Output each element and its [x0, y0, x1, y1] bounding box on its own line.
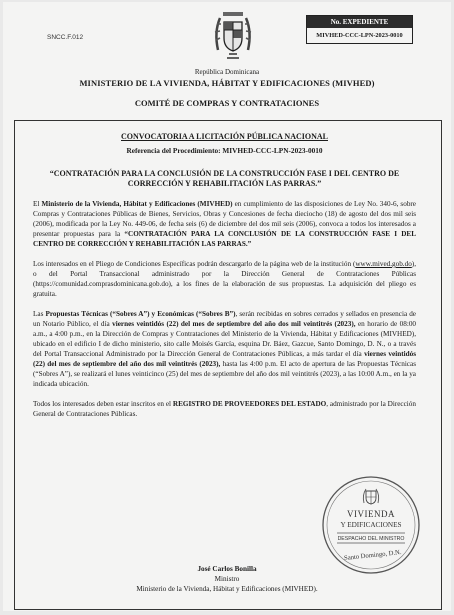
expediente-number: MIVHED-CCC-LPN-2023-0010	[316, 32, 403, 39]
committee-title: COMITÉ DE COMPRAS Y CONTRATACIONES	[134, 98, 320, 108]
signer-organization: Ministerio de la Vivienda, Hábitat y Edificaciones (MIVHED).	[136, 585, 318, 593]
expediente-box	[306, 15, 413, 44]
expediente-label: No. EXPEDIENTE	[307, 16, 412, 28]
signer-title: Ministro	[214, 575, 240, 583]
republic-label: República Dominicana	[194, 68, 260, 76]
stamp-line-1: VIVIENDA	[347, 509, 395, 519]
procedure-reference: Referencia del Procedimiento: MIVHED-CCC-LPN-2023-0010	[126, 146, 323, 155]
signer-name: José Carlos Bonilla	[197, 565, 257, 573]
website-link[interactable]: www.mived.gob.do	[355, 260, 412, 268]
procurement-object: “CONTRATACIÓN PARA LA CONCLUSIÓN DE LA CONSTRUCCIÓN FASE I DEL CENTRO DE CORRECCIÓN Y REHABILITACIÓN LAS PARRAS.”	[49, 169, 400, 188]
stamp-line-2: Y EDIFICACIONES	[340, 521, 402, 529]
announcement-body	[33, 132, 416, 419]
stamp-line-3: DESPACHO DEL MINISTRO	[337, 536, 405, 542]
paragraph-proposals: Las Propuestas Técnicas (“Sobres A”) y Económicas (“Sobres B”), serán recibidas en sobres cerrados y sellados en presencia de un Notario Público, el día viernes veintidós (22) del mes de septiembre del año dos mil veintitrés (2023), en horario de 08:00 a.m., a 4:00 p.m., en la Dirección de Compras y Contrataciones del Ministerio de la Vivienda, Hábitat y Edificaciones (MIVHED), ubicado en el edificio I de dicho ministerio, sito calle Moisés García, esquina Dr. Báez, Gazcue, Santo Domingo, D. N., o a través del Portal Transaccional Administrado por la Dirección General de Contrataciones Públicas, a más tardar el día viernes veintidós (22) del mes de septiembre del año dos mil veintitrés (2023), hasta las 4:00 p.m. El acto de apertura de las Propuestas Técnicas (“Sobres A”), se realizará el lunes veinticinco (25) del mes de septiembre del año dos mil veintitrés (2023), a las 10:00 A.m., en la ya indicada ubicación.	[33, 310, 417, 388]
official-stamp	[319, 473, 423, 577]
coat-of-arms-icon	[210, 10, 256, 64]
paragraph-download: Los interesados en el Pliego de Condiciones Específicas podrán descargarlo de la página web de la institución (www.mived.gob.do), o del Portal Transaccional administrado por la Dirección General de Contrataciones Públicas (https://comunidad.comprasdominicana.gob.do), a los fines de la elaboración de sus propuestas. La adquisición del pliego es gratuita.	[33, 260, 416, 298]
ministry-title: MINISTERIO DE LA VIVIENDA, HÁBITAT Y EDIFICACIONES (MIVHED)	[79, 78, 375, 88]
convocatoria-title: CONVOCATORIA A LICITACIÓN PÚBLICA NACIONAL	[121, 132, 328, 141]
stamp-line-4: Santo Domingo, D.N.	[343, 549, 402, 563]
document-page	[3, 2, 451, 611]
form-code: SNCC.F.012	[47, 34, 84, 41]
paragraph-invitation: El Ministerio de la Vivienda, Hábitat y Edificaciones (MIVHED) en cumplimiento de las disposiciones de Ley No. 340-6, sobre Compras y Contrataciones Públicas de Bienes, Servicios, Obras y Concesiones de fecha dieciocho (18) de agosto del dos mil seis (2006), modificada por la Ley No. 449-06, de fecha seis (6) de diciembre del dos mil seis (2006), convoca a todos los interesados a presentar propuestas para la “CONTRATACIÓN PARA LA CONCLUSIÓN DE LA CONSTRUCCIÓN FASE I DEL CENTRO DE CORRECCIÓN Y REHABILITACIÓN LAS PARRAS.”	[33, 200, 417, 248]
paragraph-registry: Todos los interesados deben estar inscritos en el REGISTRO DE PROVEEDORES DEL ESTADO, administrado por la Dirección General de Contrataciones Públicas.	[33, 400, 416, 418]
